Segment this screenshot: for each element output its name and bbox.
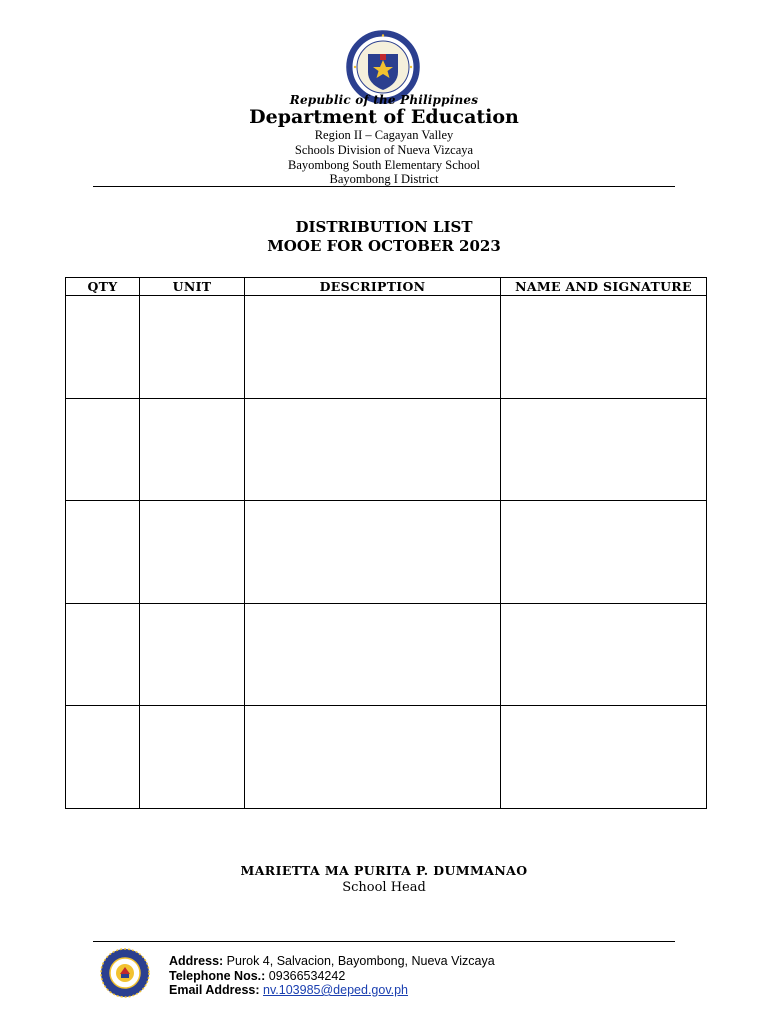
school-line: Bayombong South Elementary School (288, 158, 480, 172)
distribution-table (65, 277, 707, 809)
col-header-name-signature: NAME AND SIGNATURE (501, 278, 707, 296)
col-header-description: DESCRIPTION (245, 278, 501, 296)
name-signature-cell[interactable] (501, 398, 707, 501)
document-title: DISTRIBUTION LIST (295, 218, 473, 236)
telephone-label: Telephone Nos.: (169, 968, 266, 983)
unit-cell[interactable] (140, 603, 245, 706)
qty-cell[interactable] (66, 603, 140, 706)
table-row (66, 398, 707, 501)
description-cell[interactable] (245, 706, 501, 809)
email-link[interactable]: nv.103985@deped.gov.ph (263, 983, 409, 997)
footer-divider (93, 941, 675, 942)
footer-telephone-line (169, 969, 495, 984)
address-value: Purok 4, Salvacion, Bayombong, Nueva Vizcaya (226, 954, 495, 968)
unit-cell[interactable] (140, 398, 245, 501)
table-row (66, 706, 707, 809)
department-heading: Department of Education (249, 106, 519, 128)
signatory-title: School Head (342, 880, 426, 895)
description-cell[interactable] (245, 398, 501, 501)
qty-cell[interactable] (66, 501, 140, 604)
qty-cell[interactable] (66, 296, 140, 399)
unit-cell[interactable] (140, 296, 245, 399)
name-signature-cell[interactable] (501, 706, 707, 809)
footer-email-line (169, 983, 495, 998)
school-seal-logo (100, 948, 150, 998)
description-cell[interactable] (245, 603, 501, 706)
region-line: Region II – Cagayan Valley (314, 128, 454, 142)
description-cell[interactable] (245, 501, 501, 604)
col-header-unit: UNIT (140, 278, 245, 296)
unit-cell[interactable] (140, 501, 245, 604)
division-line: Schools Division of Nueva Vizcaya (294, 143, 474, 157)
table-row (66, 296, 707, 399)
email-label: Email Address: (169, 983, 260, 997)
header-divider (93, 186, 675, 187)
republic-heading: Republic of the Philippines (289, 93, 479, 107)
footer-contact (169, 954, 495, 998)
signatory-name: MARIETTA MA PURITA P. DUMMANAO (240, 863, 528, 878)
table-row (66, 501, 707, 604)
name-signature-cell[interactable] (501, 501, 707, 604)
qty-cell[interactable] (66, 706, 140, 809)
name-signature-cell[interactable] (501, 296, 707, 399)
address-label: Address: (169, 954, 224, 968)
col-header-qty: QTY (66, 278, 140, 296)
table-header-row (66, 278, 707, 296)
table-row (66, 603, 707, 706)
telephone-value: 09366534242 (268, 968, 346, 983)
document-subtitle: MOOE FOR OCTOBER 2023 (267, 237, 501, 255)
footer-address-line (169, 954, 495, 969)
district-line: Bayombong I District (329, 172, 439, 186)
qty-cell[interactable] (66, 398, 140, 501)
description-cell[interactable] (245, 296, 501, 399)
unit-cell[interactable] (140, 706, 245, 809)
name-signature-cell[interactable] (501, 603, 707, 706)
